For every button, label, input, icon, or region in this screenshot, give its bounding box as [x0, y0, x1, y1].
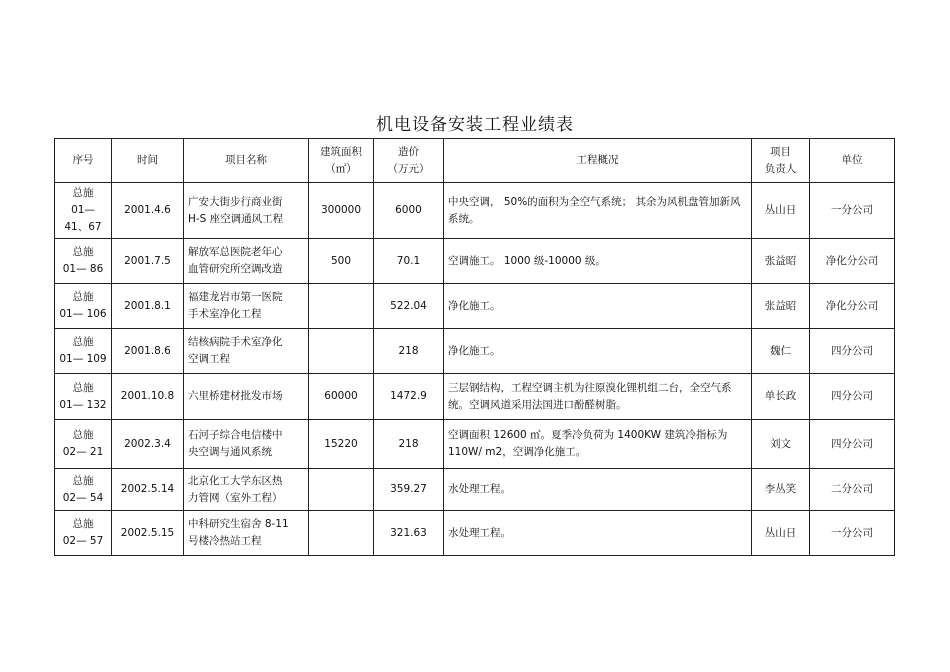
header-time: 时间	[112, 139, 184, 183]
header-overview: 工程概况	[444, 139, 752, 183]
cell-leader: 单长政	[752, 374, 810, 420]
header-unit: 单位	[810, 139, 895, 183]
table-row	[55, 511, 895, 556]
cell-area: 500	[309, 239, 374, 284]
cell-seq: 总施 02— 21	[55, 420, 112, 469]
cell-cost: 218	[374, 420, 444, 469]
cell-area	[309, 511, 374, 556]
table-row	[55, 374, 895, 420]
cell-leader: 李丛笑	[752, 469, 810, 511]
cell-time: 2002.5.14	[112, 469, 184, 511]
cell-leader: 魏仁	[752, 329, 810, 374]
cell-unit: 四分公司	[810, 374, 895, 420]
cell-area	[309, 284, 374, 329]
cell-cost: 218	[374, 329, 444, 374]
cell-seq: 总施 01— 106	[55, 284, 112, 329]
cell-project: 石河子综合电信楼中 央空调与通风系统	[184, 420, 309, 469]
cell-cost: 321.63	[374, 511, 444, 556]
table-row	[55, 239, 895, 284]
cell-seq: 总施 01— 41、67	[55, 183, 112, 239]
table-row	[55, 420, 895, 469]
header-seq: 序号	[55, 139, 112, 183]
table-row	[55, 284, 895, 329]
cell-unit: 净化分公司	[810, 239, 895, 284]
cell-seq: 总施 02— 54	[55, 469, 112, 511]
cell-cost: 1472.9	[374, 374, 444, 420]
cell-leader: 丛山日	[752, 183, 810, 239]
cell-time: 2002.3.4	[112, 420, 184, 469]
cell-leader: 丛山日	[752, 511, 810, 556]
cell-time: 2001.8.1	[112, 284, 184, 329]
cell-unit: 二分公司	[810, 469, 895, 511]
cell-overview: 净化施工。	[444, 329, 752, 374]
header-cost: 造价 （万元）	[374, 139, 444, 183]
cell-cost: 70.1	[374, 239, 444, 284]
table-row	[55, 183, 895, 239]
cell-leader: 张益昭	[752, 284, 810, 329]
performance-table	[54, 138, 895, 556]
cell-seq: 总施 01— 132	[55, 374, 112, 420]
header-leader: 项目 负责人	[752, 139, 810, 183]
cell-project: 结核病院手术室净化 空调工程	[184, 329, 309, 374]
cell-cost: 522.04	[374, 284, 444, 329]
cell-overview: 水处理工程。	[444, 511, 752, 556]
cell-time: 2001.4.6	[112, 183, 184, 239]
cell-cost: 6000	[374, 183, 444, 239]
cell-unit: 四分公司	[810, 420, 895, 469]
cell-area: 15220	[309, 420, 374, 469]
cell-overview: 水处理工程。	[444, 469, 752, 511]
cell-cost: 359.27	[374, 469, 444, 511]
cell-overview: 三层钢结构，工程空调主机为往原溴化锂机组二台，全空气系统。空调风道采用法国进口酚醛树脂。	[444, 374, 752, 420]
cell-seq: 总施 02— 57	[55, 511, 112, 556]
cell-project: 解放军总医院老年心 血管研究所空调改造	[184, 239, 309, 284]
document-title: 机电设备安装工程业绩表	[376, 115, 574, 135]
cell-unit: 一分公司	[810, 511, 895, 556]
cell-unit: 净化分公司	[810, 284, 895, 329]
cell-time: 2001.7.5	[112, 239, 184, 284]
cell-project: 广安大街步行商业街 H-S 座空调通风工程	[184, 183, 309, 239]
cell-time: 2001.8.6	[112, 329, 184, 374]
cell-leader: 张益昭	[752, 239, 810, 284]
cell-unit: 一分公司	[810, 183, 895, 239]
cell-overview: 空调面积 12600 ㎡。夏季冷负荷为 1400KW 建筑冷指标为110W/ m2，空调净化施工。	[444, 420, 752, 469]
cell-project: 中科研究生宿舍 8-11 号楼冷热站工程	[184, 511, 309, 556]
cell-leader: 刘文	[752, 420, 810, 469]
cell-time: 2001.10.8	[112, 374, 184, 420]
header-row	[55, 139, 895, 183]
cell-project: 六里桥建材批发市场	[184, 374, 309, 420]
cell-area	[309, 329, 374, 374]
cell-seq: 总施 01— 109	[55, 329, 112, 374]
cell-area	[309, 469, 374, 511]
cell-time: 2002.5.15	[112, 511, 184, 556]
cell-unit: 四分公司	[810, 329, 895, 374]
header-area: 建筑面积 （㎡）	[309, 139, 374, 183]
cell-project: 北京化工大学东区热 力管网（室外工程）	[184, 469, 309, 511]
header-project: 项目名称	[184, 139, 309, 183]
cell-overview: 中央空调， 50%的面积为全空气系统； 其余为风机盘管加新风系统。	[444, 183, 752, 239]
table-row	[55, 469, 895, 511]
table-row	[55, 329, 895, 374]
cell-overview: 净化施工。	[444, 284, 752, 329]
cell-project: 福建龙岩市第一医院 手术室净化工程	[184, 284, 309, 329]
cell-seq: 总施 01— 86	[55, 239, 112, 284]
cell-overview: 空调施工。 1000 级-10000 级。	[444, 239, 752, 284]
cell-area: 60000	[309, 374, 374, 420]
cell-area: 300000	[309, 183, 374, 239]
